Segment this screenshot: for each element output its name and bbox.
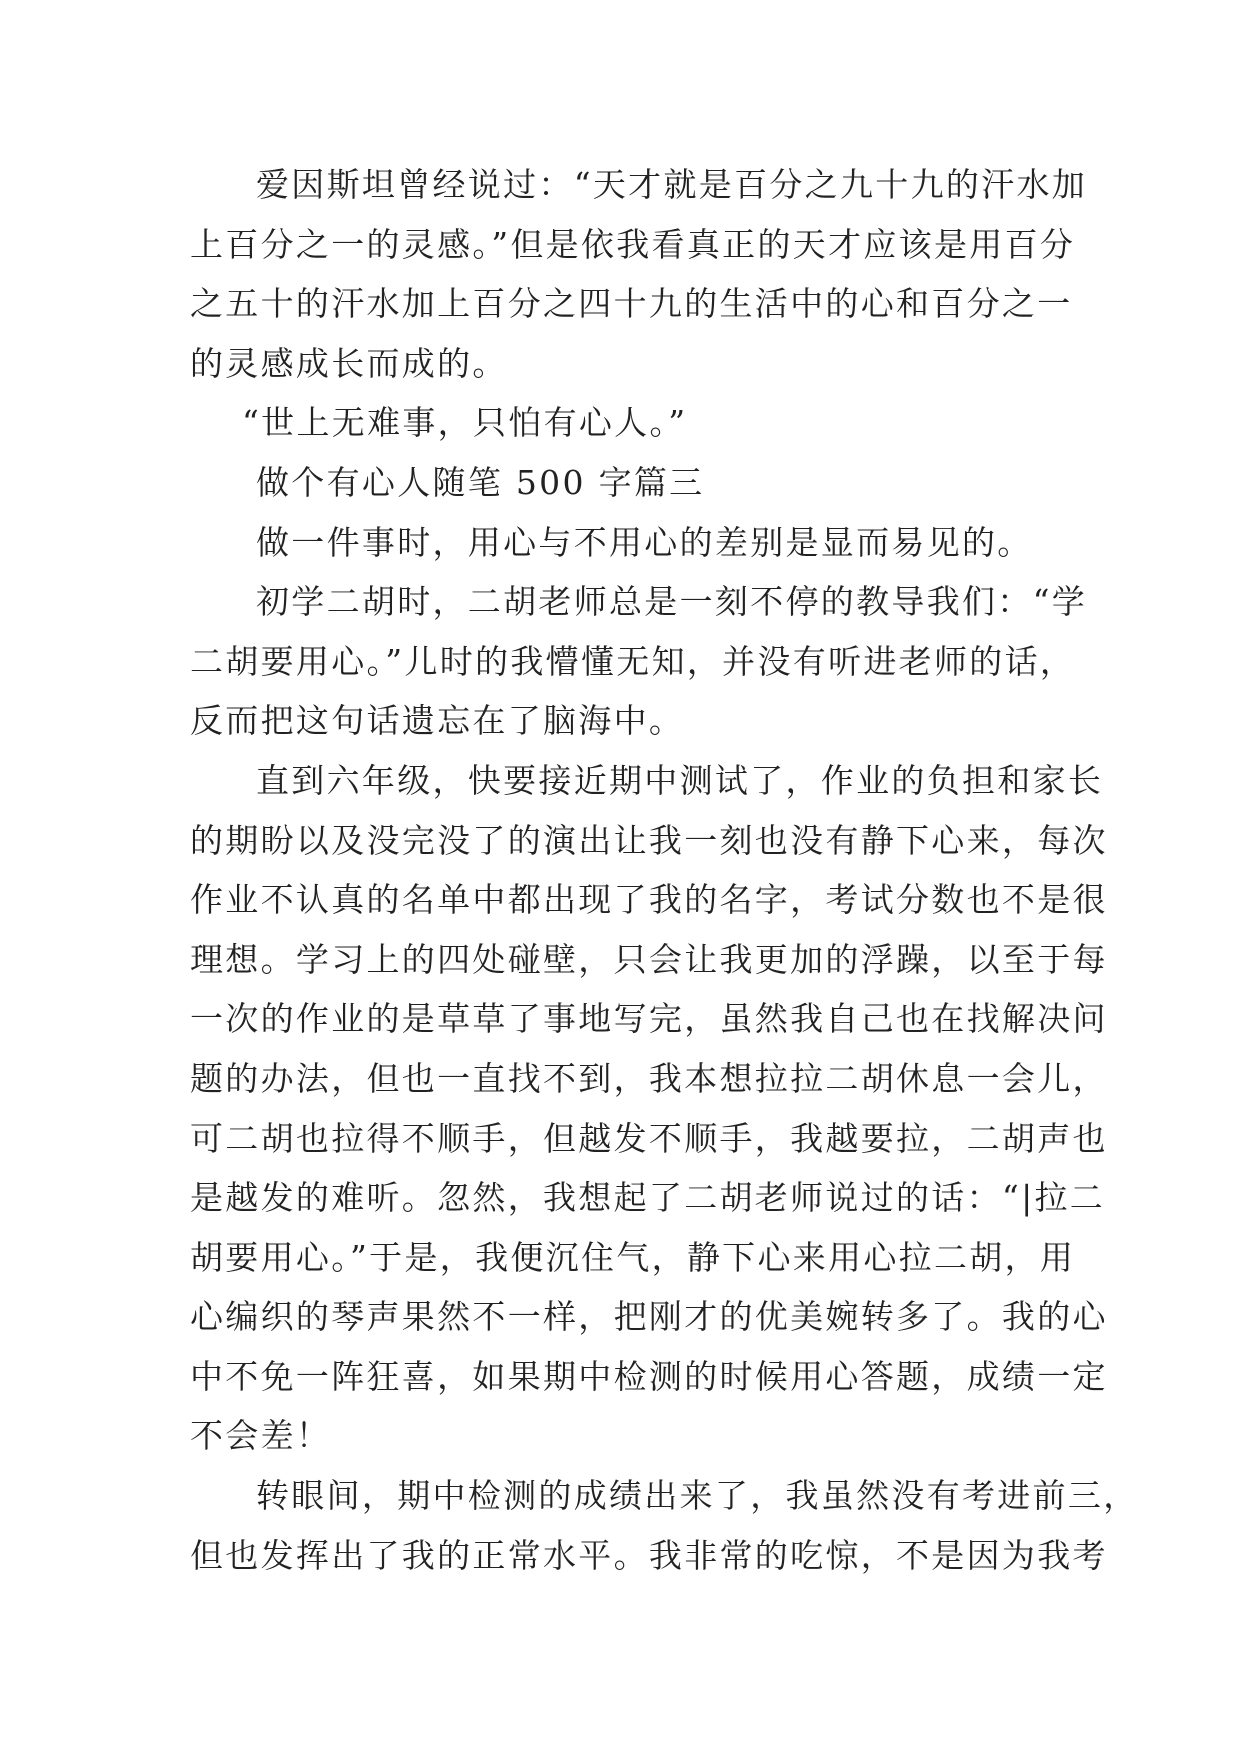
text-line: 胡要用心。”于是，我便沉住气，静下心来用心拉二胡，用 [190,1237,1076,1277]
text-line: 心编织的琴声果然不一样，把刚才的优美婉转多了。我的心 [190,1297,1108,1337]
text-line: 上百分之一的灵感。”但是依我看真正的天才应该是用百分 [190,224,1076,264]
text-line: 可二胡也拉得不顺手，但越发不顺手，我越要拉，二胡声也 [190,1118,1108,1158]
text-line: 题的办法，但也一直找不到，我本想拉拉二胡休息一会儿， [190,1058,1108,1098]
text-line: 之五十的汗水加上百分之四十九的生活中的心和百分之一 [190,284,1073,324]
text-line: 转眼间，期中检测的成绩出来了，我虽然没有考进前三， [256,1476,1139,1516]
text-line: 不会差！ [190,1416,332,1456]
text-line: 二胡要用心。”儿时的我懵懂无知，并没有听进老师的话， [190,641,1076,681]
section-heading: 做个有心人随笔 500 字篇三 [256,462,705,502]
text-line: 初学二胡时，二胡老师总是一刻不停的教导我们：“学 [256,582,1088,622]
text-line: 但也发挥出了我的正常水平。我非常的吃惊，不是因为我考 [190,1535,1108,1575]
text-line: 反而把这句话遗忘在了脑海中。 [190,701,685,741]
text-line: 一次的作业的是草草了事地写完，虽然我自己也在找解决问 [190,999,1108,1039]
quote-line: “世上无难事，只怕有心人。” [242,403,688,443]
text-line: 爱因斯坦曾经说过：“天才就是百分之九十九的汗水加 [256,165,1088,204]
text-line: 直到六年级，快要接近期中测试了，作业的负担和家长 [256,760,1104,800]
text-line: 的期盼以及没完没了的演出让我一刻也没有静下心来，每次 [190,820,1108,860]
text-line: 做一件事时，用心与不用心的差别是显而易见的。 [256,522,1033,562]
text-line: 中不免一阵狂喜，如果期中检测的时候用心答题，成绩一定 [190,1356,1108,1396]
text-line: 是越发的难听。忽然，我想起了二胡老师说过的话：“|拉二 [190,1178,1106,1218]
document-body [190,155,1139,1585]
text-line: 作业不认真的名单中都出现了我的名字，考试分数也不是很 [190,880,1108,920]
text-line: 理想。学习上的四处碰壁，只会让我更加的浮躁，以至于每 [190,939,1108,979]
text-line: 的灵感成长而成的。 [190,343,508,383]
